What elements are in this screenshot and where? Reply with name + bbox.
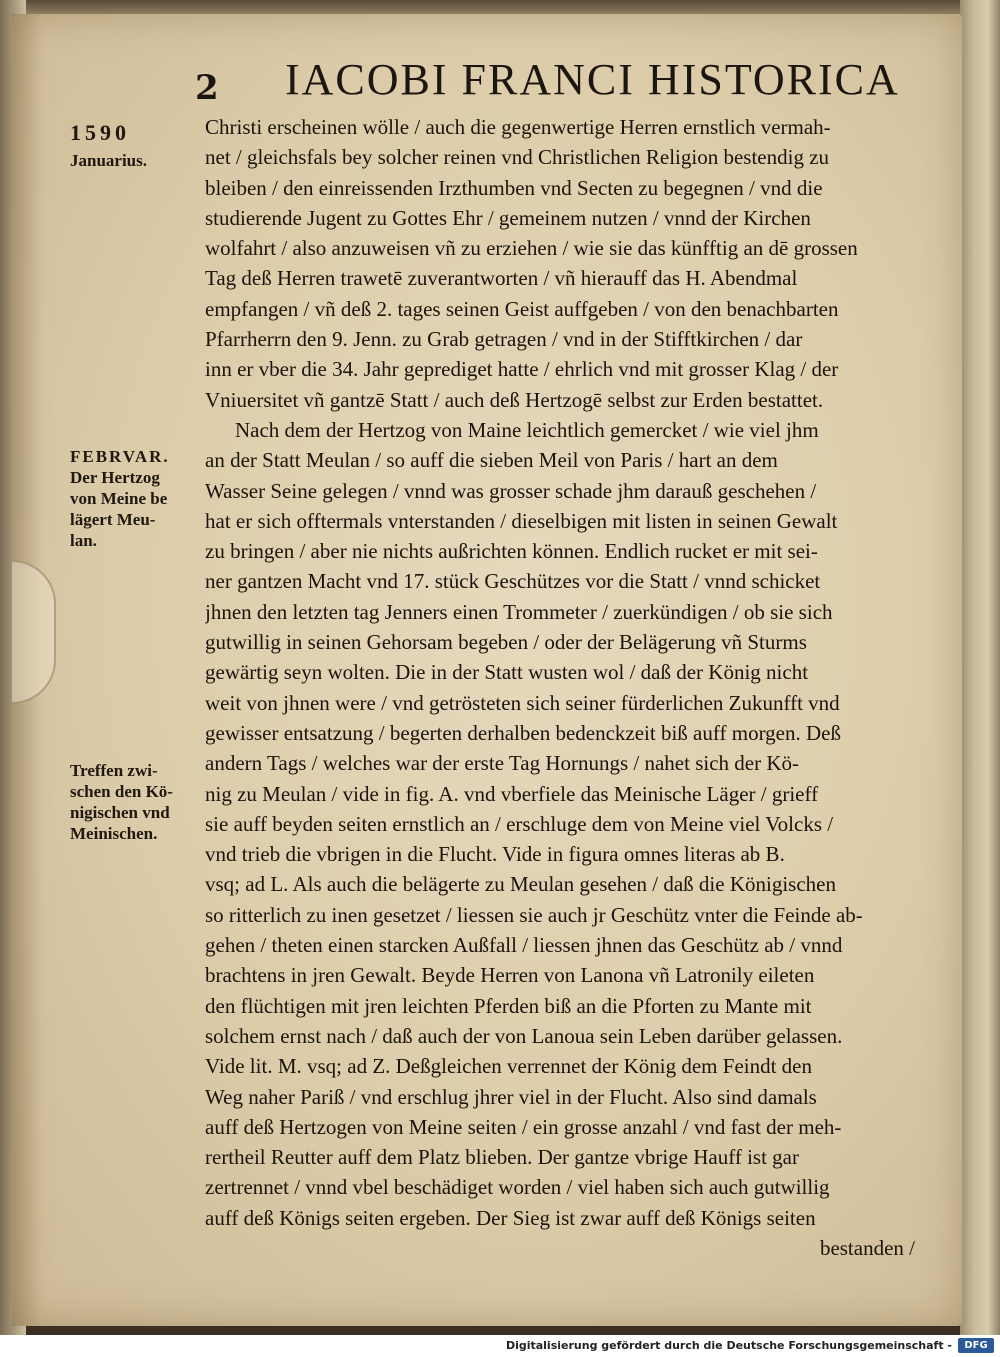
text-line: Vide lit. M. vsq; ad Z. Deßgleichen verrennet der König dem Feindt den bbox=[205, 1054, 813, 1079]
text-line: so ritterlich zu inen gesetzet / liessen sie auch jr Geschütz vnter die Feinde ab- bbox=[205, 902, 863, 927]
text-line: Nach dem der Hertzog von Maine leichtlich gemercket / wie viel jhm bbox=[235, 417, 819, 442]
margin-note-line: Meinischen. bbox=[70, 824, 158, 843]
text-line: hat er sich offtermals vnterstanden / dieselbigen mit listen in seinen Gewalt bbox=[205, 508, 838, 533]
funding-credit: Digitalisierung gefördert durch die Deutsche Forschungsgemeinschaft - bbox=[505, 1339, 952, 1352]
text-line: studierende Jugent zu Gottes Ehr / gemeinem nutzen / vnnd der Kirchen bbox=[205, 205, 811, 230]
text-line: inn er vber die 34. Jahr geprediget hatte / ehrlich vnd mit grosser Klag / der bbox=[205, 357, 839, 382]
margin-note-line: FEBRVAR. bbox=[70, 447, 170, 466]
text-line: auff deß Königs seiten ergeben. Der Sieg ist zwar auff deß Königs seiten bbox=[205, 1205, 816, 1230]
paper-fold-mark bbox=[12, 560, 56, 704]
running-head bbox=[195, 48, 915, 108]
text-line: Tag deß Herren trawetē zuverantworten / vñ hierauff das H. Abendmal bbox=[205, 266, 798, 291]
text-line: den flüchtigen mit jren leichten Pferden biß an die Pforten zu Mante mit bbox=[205, 993, 812, 1018]
text-line: Weg naher Pariß / vnd erschlug jhrer viel in der Flucht. Also sind damals bbox=[205, 1084, 817, 1109]
text-line: bleiben / den einreissenden Irzthumben vnd Secten zu begegnen / vnd die bbox=[205, 175, 823, 200]
text-line: zu bringen / aber nie nichts außrichten können. Endlich rucket er mit sei- bbox=[205, 539, 818, 564]
margin-note-treffen bbox=[70, 760, 173, 844]
text-line: Wasser Seine gelegen / vnnd was grosser schade jhm darauß geschehen / bbox=[205, 478, 817, 503]
text-line: vnd trieb die vbrigen in die Flucht. Vide in figura omnes literas ab B. bbox=[205, 842, 785, 867]
text-line: net / gleichsfals bey solcher reinen vnd Christlichen Religion bestendig zu bbox=[205, 145, 830, 170]
margin-note-year bbox=[70, 122, 130, 143]
margin-note-februar bbox=[70, 446, 170, 551]
margin-note-line: Januarius. bbox=[70, 151, 147, 170]
text-line: brachtens in jren Gewalt. Beyde Herren von Lanona vñ Latronily eileten bbox=[205, 963, 815, 988]
text-line: vsq; ad L. Als auch die belägerte zu Meulan gesehen / daß die Königischen bbox=[205, 872, 836, 897]
text-line: weit von jhnen were / vnd getrösteten sich seiner fürderlichen Zukunfft vnd bbox=[205, 690, 840, 715]
text-line: empfangen / vñ deß 2. tages seinen Geist auffgeben / von den benachbarten bbox=[205, 296, 839, 321]
text-line: jhnen den letzten tag Jenners einen Trommeter / zuerkündigen / ob sie sich bbox=[205, 599, 833, 624]
text-line: andern Tags / welches war der erste Tag Hornungs / nahet sich der Kö- bbox=[205, 751, 800, 776]
margin-note-line: Treffen zwi- bbox=[70, 761, 158, 780]
margin-note-line: Der Hertzog bbox=[70, 468, 160, 487]
text-line: bestanden / bbox=[819, 1235, 915, 1260]
page-number: 2 bbox=[195, 68, 219, 108]
body-text bbox=[205, 112, 915, 1263]
margin-note-month bbox=[70, 150, 147, 171]
text-line: Vniuersitet vñ gantzē Statt / auch deß Hertzogē selbst zur Erden bestattet. bbox=[205, 387, 824, 412]
text-line: sie auff beyden seiten ernstlich an / erschluge dem von Meine viel Volcks / bbox=[205, 811, 834, 836]
text-line: an der Statt Meulan / so auff die sieben Meil von Paris / hart an dem bbox=[205, 448, 778, 473]
margin-note-line: von Meine be bbox=[70, 489, 168, 508]
text-line: wolfahrt / also anzuweisen vñ zu erziehen / wie sie das künfftig an dē grossen bbox=[205, 236, 858, 261]
margin-note-line: nigischen vnd bbox=[70, 803, 170, 822]
book-right-edge bbox=[960, 0, 1000, 1335]
text-line: gehen / theten einen starcken Außfall / liessen jhnen das Geschütz ab / vnnd bbox=[205, 933, 843, 958]
text-line: solchem ernst nach / daß auch der von Lanoua sein Leben darüber gelassen. bbox=[205, 1023, 843, 1048]
running-title: IACOBI FRANCI HISTORICA bbox=[285, 55, 900, 104]
text-line: rertheil Reutter auff dem Platz blieben. Der gantze vbrige Hauff ist gar bbox=[205, 1145, 799, 1170]
margin-note-line: lan. bbox=[70, 531, 97, 550]
text-line: nig zu Meulan / vide in fig. A. vnd vberfiele das Meinische Läger / grieff bbox=[205, 781, 819, 806]
text-line: auff deß Hertzogen von Meine seiten / ein grosse anzahl / vnd fast der meh- bbox=[205, 1114, 842, 1139]
text-line: gewisser entsatzung / begerten derhalben bedenckzeit biß auff morgen. Deß bbox=[205, 720, 841, 745]
text-line: Christi erscheinen wölle / auch die gegenwertige Herren ernstlich vermah- bbox=[205, 115, 831, 139]
text-line: Pfarrherrn den 9. Jenn. zu Grab getragen / vnd in der Stifftkirchen / dar bbox=[205, 327, 803, 352]
dfg-logo: DFG bbox=[958, 1338, 994, 1353]
text-line: gewärtig seyn wolten. Die in der Statt wusten wol / daß der König nicht bbox=[205, 660, 809, 685]
text-line: zertrennet / vnnd vbel beschädiget worden / viel haben sich auch gutwillig bbox=[205, 1175, 830, 1200]
text-line: ner gantzen Macht vnd 17. stück Geschützes vor die Statt / vnnd schicket bbox=[205, 569, 821, 594]
margin-note-line: schen den Kö- bbox=[70, 782, 173, 801]
footer bbox=[0, 1335, 1000, 1357]
text-line: gutwillig in seinen Gehorsam begeben / oder der Belägerung vñ Sturms bbox=[205, 630, 807, 655]
margin-note-line: 1590 bbox=[70, 120, 130, 145]
margin-note-line: lägert Meu- bbox=[70, 510, 156, 529]
